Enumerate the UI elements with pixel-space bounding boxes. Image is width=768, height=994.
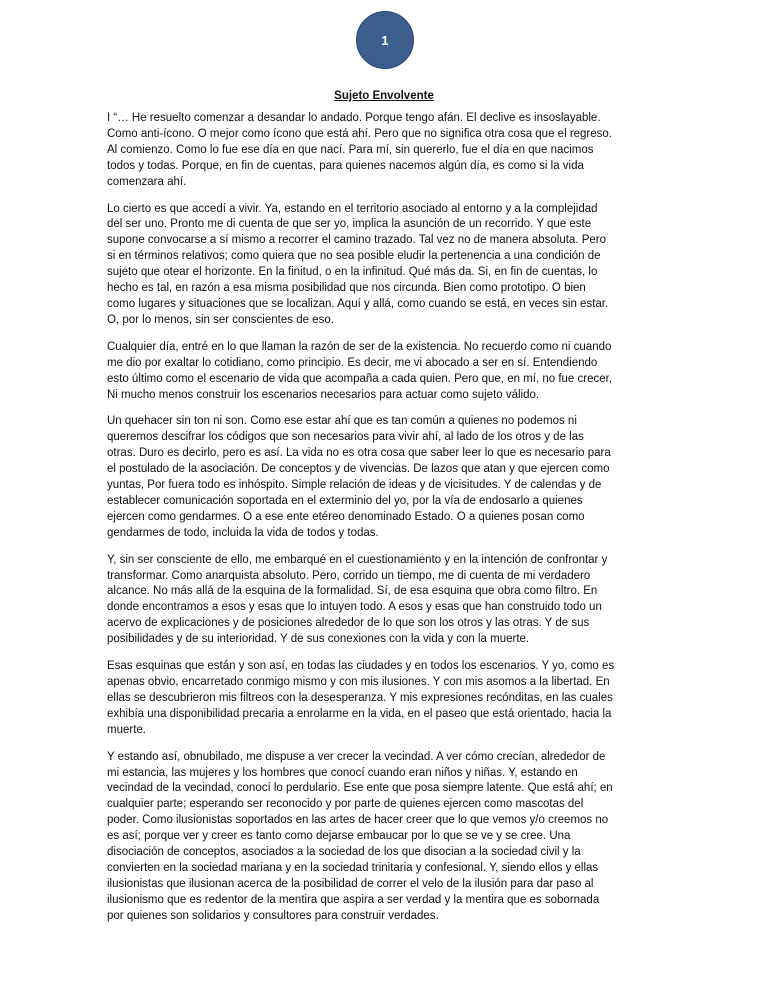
paragraph: Y estando así, obnubilado, me dispuse a ver crecer la vecindad. A ver cómo crecían, alrededor de mi estancia, las mujeres y los hombres que conocí cuando eran niños y niñas. Y, estando en vecindad de la vecindad, conocí lo perdulario. Ese ente que posa siempre latente. Que está ahí; en cualquier parte; esperando ser reconocido y por parte de quienes ejercen como mascotas del poder. Como ilusionistas soportados en las artes de hacer creer que lo que vemos y/o creemos no es así; porque ver y creer es tanto como dejarse embaucar por lo que se ve y se cree. Una disociación de conceptos, asociados a la sociedad de los que disocian a la sociedad civil y la convierten en la sociedad mariana y en la sociedad trinitaria y confesional. Y, siendo ellos y ellas ilusionistas que ilusionan acerca de la posibilidad de correr el velo de la ilusión para dar paso al ilusionismo que es redentor de la mentira que aspira a ser verdad y la mentira que es sobornada por quienes son solidarios y consultores para construir verdades.	[107, 750, 613, 922]
paragraph: Cualquier día, entré en lo que llaman la razón de ser de la existencia. No recuerdo como ni cuando me dio por exaltar lo cotidiano, como principio. Es decir, me vi abocado a ser en sí. Entendiendo esto último como el escenario de vida que acompaña a cada quien. Pero que, en mí, no fue crecer, Ni mucho menos construir los escenarios necesarios para actuar como sujeto válido.	[107, 340, 613, 401]
document-body	[107, 111, 661, 936]
paragraph: Y, sin ser consciente de ello, me embarqué en el cuestionamiento y en la intención de confrontar y transformar. Como anarquista absoluto. Pero, corrido un tiempo, me di cuenta de mi verdadero alcance. No más allá de la esquina de la formalidad. Sí, de esa esquina que obra como filtro. En donde encontramos a esos y esas que lo intuyen todo. A esos y esas que han construido todo un acervo de explicaciones y de posiciones alrededor de lo que son los otros y las otras. Y de sus posibilidades y de su interioridad. Y de sus conexiones con la vida y con la muerte.	[107, 553, 608, 646]
paragraph: Esas esquinas que están y son así, en todas las ciudades y en todos los escenarios. Y yo, como es apenas obvio, encarretado conmigo mismo y con mis ilusiones. Y con mis asomos a la libertad. En ellas se descubrieron mis filtreos con la desesperanza. Y mis expresiones recónditas, en las cuales exhibía una disponibilidad precaria a enrolarme en la vida, en el paseo que está orientado, hacia la muerte.	[107, 660, 615, 736]
paragraph: I “… He resuelto comenzar a desandar lo andado. Porque tengo afán. El declive es insoslayable. Como anti-ícono. O mejor como ícono que está ahí. Pero que no significa otra cosa que el regreso. Al comienzo. Como lo fue ese día en que nací. Para mí, sin quererlo, fue el día en que nacimos todos y todas. Porque, en fin de cuentas, para quienes nacemos algún día, es como si la vida comenzara ahí.	[107, 112, 613, 188]
paragraph: Lo cierto es que accedí a vivir. Ya, estando en el territorio asociado al entorno y a la complejidad del ser uno. Pronto me di cuenta de que ser yo, implica la asunción de un recorrido. Y que este supone convocarse a sí mismo a recorrer el camino trazado. Tal vez no de manera absoluta. Pero si en términos relativos; como quiera que no sea posible eludir la pertenencia a una condición de sujeto que otear el horizonte. En la finitud, o en la infinitud. Qué más da. Si, en fin de cuentas, lo hecho es tal, en razón a esa misma posibilidad que nos circunda. Bien como prototipo. O bien como lugares y situaciones que se localizan. Aquí y allá, como cuando se está, en veces sin estar. O, por lo menos, sin ser conscientes de eso.	[107, 202, 609, 326]
paragraph: Un quehacer sin ton ni son. Como ese estar ahí que es tan común a quienes no podemos ni queremos descifrar los códigos que son necesarios para vivir ahí, al lado de los otros y de las otras. Duro es decirlo, pero es así. La vida no es otra cosa que saber leer lo que es necesario para el postulado de la asociación. De conceptos y de vivencias. De lazos que atan y que ejercen como yuntas, Por fuera todo es inhóspito. Simple relación de ideas y de vicisitudes. Y de calendas y de establecer comunicación soportada en el exterminio del yo, por la vía de endosarlo a quienes ejercen como gendarmes. O a ese ente etéreo denominado Estado. O a quienes posan como gendarmes de todo, incluida la vida de todos y todas.	[107, 415, 611, 539]
page-number-badge: 1	[356, 11, 414, 69]
document-title: Sujeto Envolvente	[334, 90, 434, 102]
